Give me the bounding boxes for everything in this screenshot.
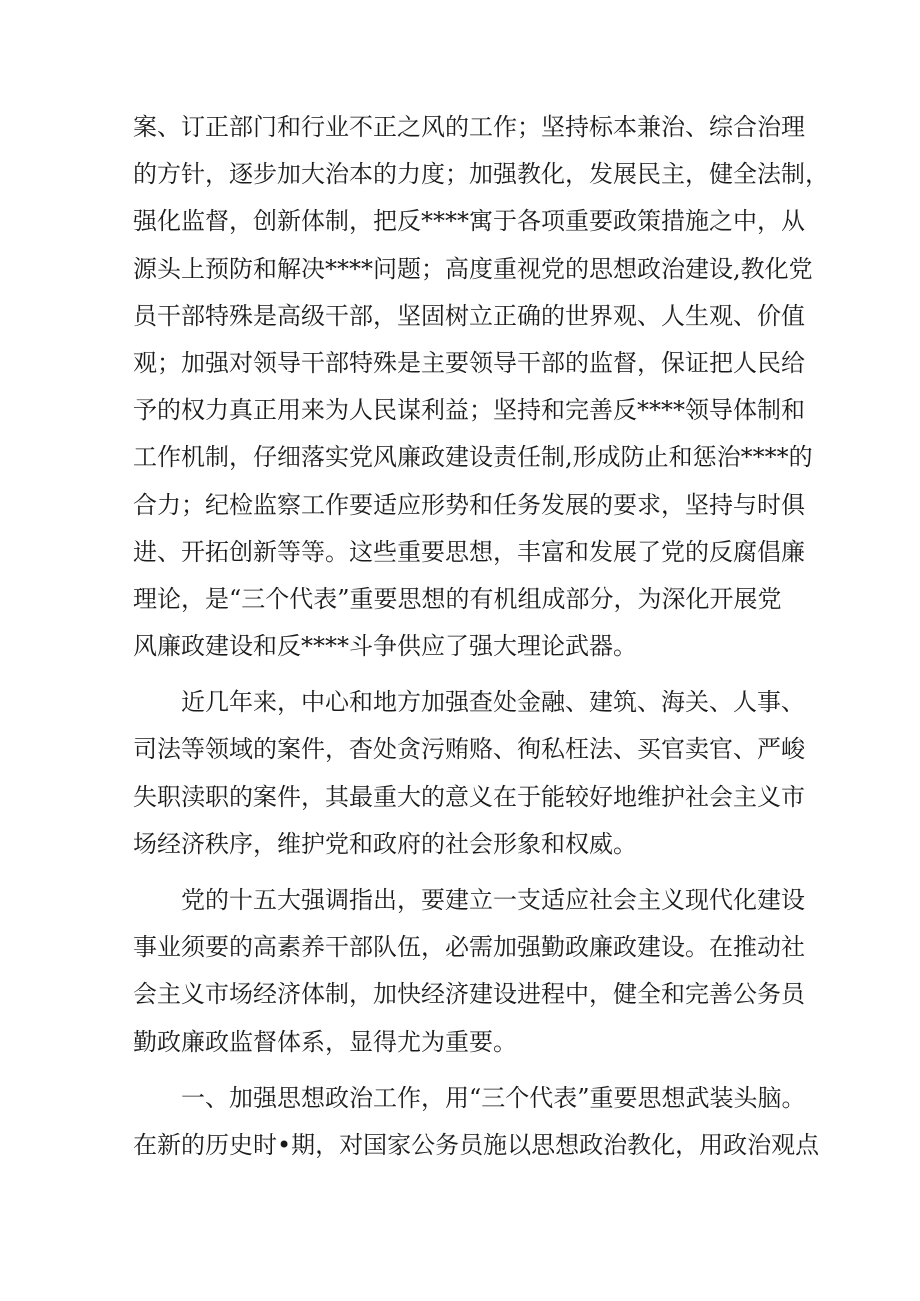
text-line: 进、开拓创新等等。这些重要思想，丰富和发展了党的反腐倡廉 (133, 537, 805, 566)
text-line: 案、订正部门和行业不正之风的工作；坚持标本兼治、综合治理 (133, 113, 805, 141)
text-line: 理论，是“三个代表”重要思想的有机组成部分，为深化开展党 (133, 584, 782, 613)
text-line: 观；加强对领导干部特殊是主要领导干部的监督，保证把人民给 (133, 348, 805, 377)
text-line: 一、加强思想政治工作，用“三个代表”重要思想武装头脑。 (181, 1083, 806, 1112)
text-line: 的方针，逐步加大治本的力度；加强教化，发展民主，健全法制， (133, 160, 829, 189)
text-line: 在新的历史时•期，对国家公务员施以思想政治教化，用政治观点 (133, 1130, 820, 1159)
text-line: 会主义市场经济体制，加快经济建设进程中，健全和完善公务员 (133, 980, 805, 1009)
paragraph (133, 679, 813, 868)
text-line: 失职渎职的案件，其最重大的意义在于能较好地维护社会主义市 (133, 782, 805, 811)
text-line: 事业须要的高素养干部队伍，必需加强勤政廉政建设。在推动社 (133, 933, 805, 962)
text-line: 源头上预防和解决****问题；高度重视党的思想政治建设,教化党 (133, 254, 813, 283)
paragraph-spacer (133, 670, 813, 679)
paragraph-spacer (133, 868, 813, 877)
body-text (133, 104, 829, 1169)
paragraph-spacer (133, 1066, 813, 1075)
text-line: 强化监督，创新体制，把反****寓于各项重要政策措施之中，从 (133, 207, 805, 236)
text-line: 勤政廉政监督体系，显得尤为重要。 (133, 1027, 517, 1056)
paragraph (133, 877, 813, 1066)
text-line: 司法等领域的案件，杳处贪污贿赂、徇私枉法、买官卖官、严峻 (133, 735, 805, 764)
text-line: 近几年来，中心和地方加强查处金融、建筑、海关、人事、 (181, 688, 805, 717)
text-line: 合力；纪检监察工作要适应形势和任务发展的要求，坚持与时俱 (133, 490, 805, 519)
text-line: 予的权力真正用来为人民谋利益；坚持和完善反****领导体制和 (133, 396, 805, 425)
text-line: 场经济秩序，维护党和政府的社会形象和权威。 (133, 829, 637, 858)
paragraph (133, 1075, 820, 1169)
text-line: 工作机制，仔细落实党风廉政建设责任制,形成防止和惩治****的 (133, 443, 813, 472)
paragraph (133, 104, 829, 670)
text-line: 风廉政建设和反****斗争供应了强大理论武器。 (133, 632, 637, 661)
text-line: 员干部特殊是高级干部，坚固树立正确的世界观、人生观、价值 (133, 301, 805, 330)
text-line: 党的十五大强调指出，要建立一支适应社会主义现代化建设 (181, 886, 805, 914)
